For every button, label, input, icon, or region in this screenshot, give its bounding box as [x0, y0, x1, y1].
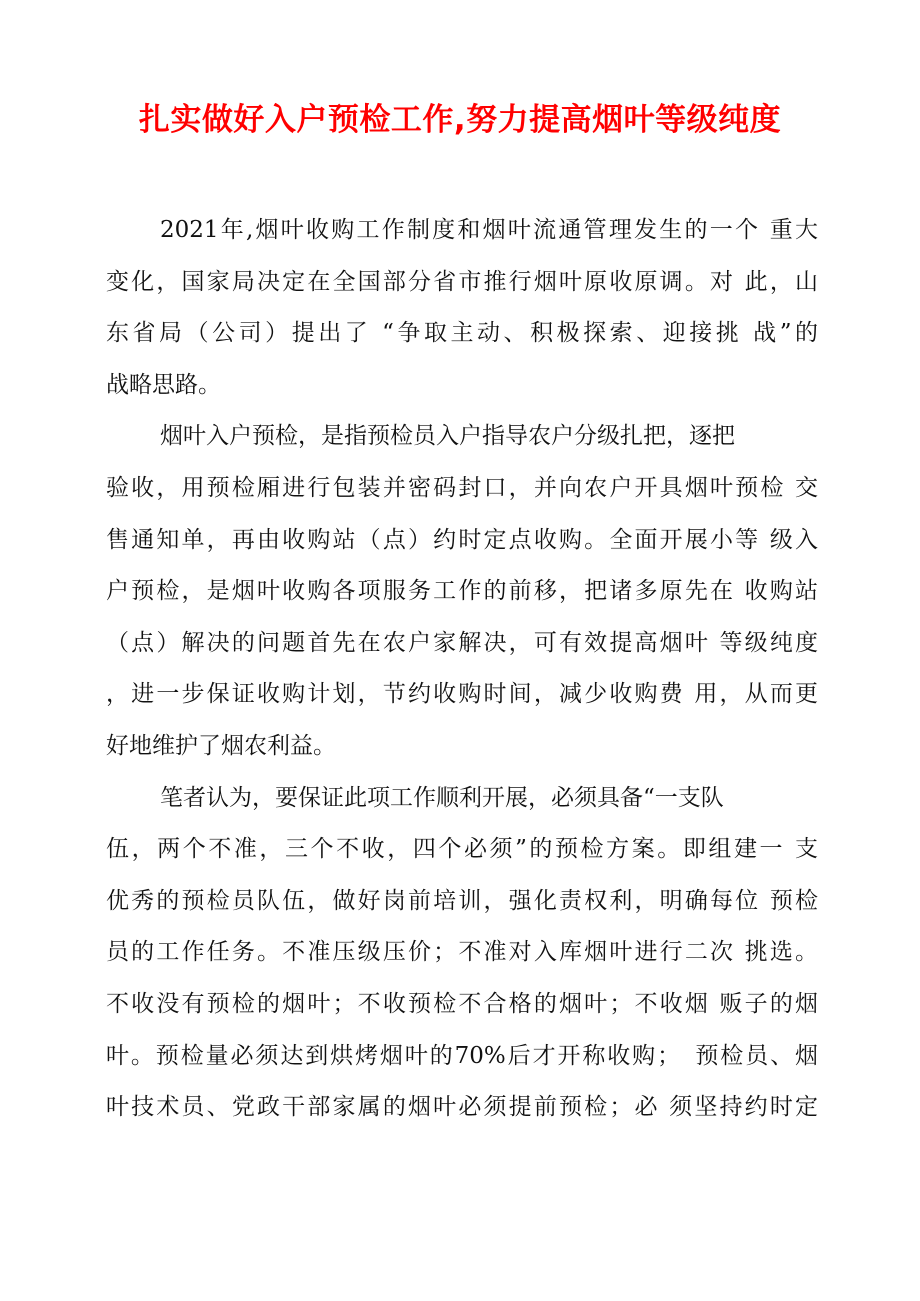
paragraph-1-line-2: 变化，国家局决定在全国部分省市推行烟叶原收原调。对 此，山: [106, 268, 818, 295]
paragraph-2-line-3: 售通知单，再由收购站（点）约时定点收购。全面开展小等 级入: [106, 526, 818, 553]
paragraph-3-line-7: 叶技术员、党政干部家属的烟叶必须提前预检；必 须坚持约时定: [106, 1094, 818, 1121]
paragraph-3-line-3: 优秀的预检员队伍，做好岗前培训，强化责权利，明确每位 预检: [106, 887, 818, 914]
paragraph-2-line-7: 好地维护了烟农利益。: [106, 732, 336, 759]
paragraph-1-line-1: 2021年,烟叶收购工作制度和烟叶流通管理发生的一个 重大: [160, 217, 818, 243]
paragraph-2-line-4: 户预检，是烟叶收购各项服务工作的前移，把诸多原先在 收购站: [106, 578, 818, 605]
paragraph-3-line-1: 笔者认为，要保证此项工作顺利开展，必须具备“一支队: [160, 784, 724, 811]
paragraph-2-line-1: 烟叶入户预检，是指预检员入户指导农户分级扎把，逐把: [160, 423, 735, 450]
paragraph-1-line-4: 战略思路。: [106, 371, 221, 398]
paragraph-1-line-3: 东省局（公司）提出了 “争取主动、积极探索、迎接挑 战”的: [106, 320, 818, 347]
document-body: [106, 205, 818, 1134]
paragraph-3-line-4: 员的工作任务。不准压级压价；不准对入库烟叶进行二次 挑选。: [106, 939, 818, 966]
paragraph-2-line-5: （点）解决的问题首先在农户家解决，可有效提高烟叶 等级纯度: [106, 629, 818, 656]
document-title: 扎实做好入户预检工作,努力提高烟叶等级纯度: [138, 102, 782, 138]
paragraph-3-line-2: 伍，两个不准，三个不收，四个必须”的预检方案。即组建一 支: [106, 836, 818, 863]
paragraph-3-line-5: 不收没有预检的烟叶；不收预检不合格的烟叶；不收烟 贩子的烟: [106, 990, 818, 1017]
paragraph-2-line-6: ，进一步保证收购计划，节约收购时间，减少收购费 用，从而更: [106, 681, 818, 708]
paragraph-2-line-2: 验收，用预检厢进行包装并密码封口，并向农户开具烟叶预检 交: [106, 474, 818, 501]
paragraph-3-line-6: 叶。预检量必须达到烘烤烟叶的70%后才开称收购； 预检员、烟: [106, 1042, 818, 1069]
